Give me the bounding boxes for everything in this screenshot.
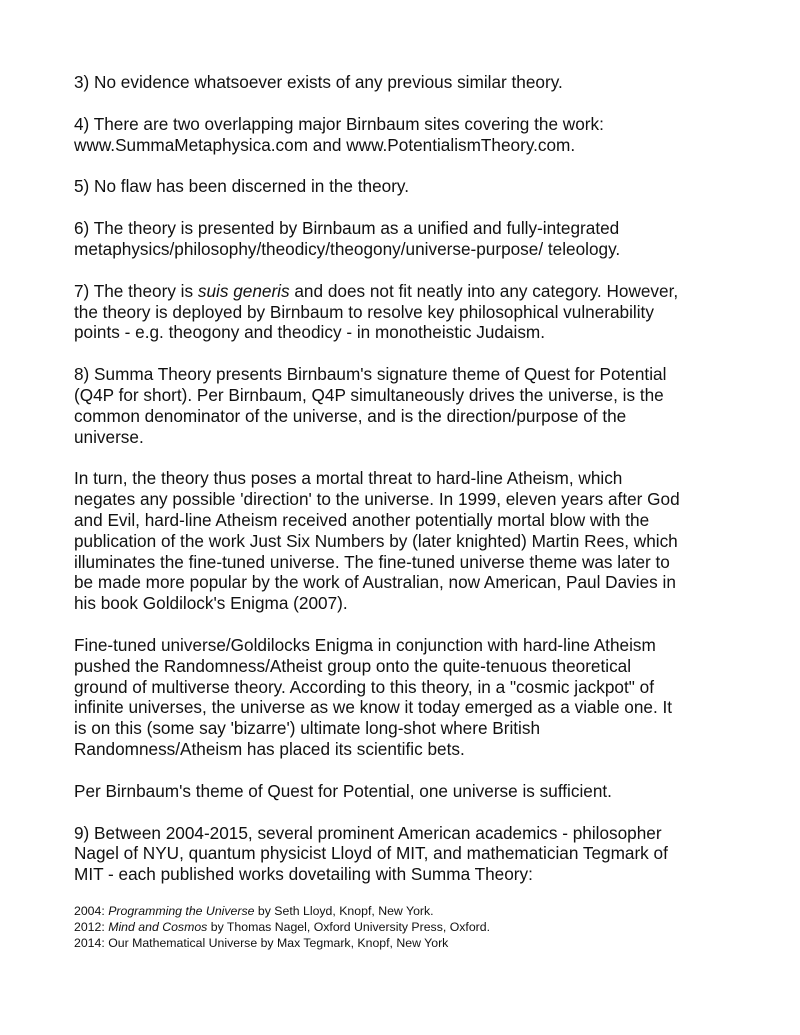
reference-item <box>74 919 734 935</box>
paragraph-8: 8) Summa Theory presents Birnbaum's signature theme of Quest for Potential (Q4P for short). Per Birnbaum, Q4P simultaneously drives the universe, is the common denominator of the universe, and is the direction/purpose of the universe. <box>74 364 667 447</box>
reference-title: Programming the Universe <box>108 903 255 918</box>
paragraph-4: 4) There are two overlapping major Birnbaum sites covering the work: www.SummaMetaphysica.com and www.PotentialismTheory.com. <box>74 113 604 155</box>
reference-year: 2004: <box>74 903 109 918</box>
paragraph-one-universe: Per Birnbaum's theme of Quest for Potential, one universe is sufficient. <box>74 780 612 801</box>
paragraph-5: 5) No flaw has been discerned in the theory. <box>74 176 410 197</box>
document-page <box>74 72 734 951</box>
paragraph-multiverse: Fine-tuned universe/Goldilocks Enigma in conjunction with hard-line Atheism pushed the Randomness/Atheist group onto the quite-tenuous theoretical ground of multiverse theory. According to this theory, in a "cosmic jackpot" of infinite universes, the universe as we know it today emerged as a viable one. It is on this (some say 'bizarre') ultimate long-shot where British Randomness/Atheism has placed its scientific bets. <box>74 634 673 759</box>
reference-list <box>74 903 734 951</box>
paragraph-7 <box>74 281 734 343</box>
paragraph-7-italic-term: suis generis <box>197 280 290 301</box>
paragraph-6: 6) The theory is presented by Birnbaum as a unified and fully-integrated metaphysics/philosophy/theodicy/theogony/universe-purpose/ teleology. <box>74 218 621 259</box>
reference-item <box>74 903 734 919</box>
paragraph-3: 3) No evidence whatsoever exists of any previous similar theory. <box>74 72 563 92</box>
paragraph-7-text-after: and does not fit neatly into any category. However, the theory is deployed by Birnbaum to resolve key philosophical vulnerability points - e.g. theogony and theodicy - in monotheistic Judaism. <box>74 280 679 343</box>
paragraph-9: 9) Between 2004-2015, several prominent American academics - philosopher Nagel of NYU, quantum physicist Lloyd of MIT, and mathematician Tegmark of MIT - each published works dovetailing with Summa Theory: <box>74 822 668 885</box>
reference-details: by Seth Lloyd, Knopf, New York. <box>254 903 434 918</box>
paragraph-atheism: In turn, the theory thus poses a mortal threat to hard-line Atheism, which negates any possible 'direction' to the universe. In 1999, eleven years after God and Evil, hard-line Atheism received another potentially mortal blow with the publication of the work Just Six Numbers by (later knighted) Martin Rees, which illuminates the fine-tuned universe. The fine-tuned universe theme was later to be made more popular by the work of Australian, now American, Paul Davies in his book Goldilock's Enigma (2007). <box>74 468 680 614</box>
reference-text: 2014: Our Mathematical Universe by Max Tegmark, Knopf, New York <box>74 935 449 950</box>
reference-year: 2012: <box>74 919 109 934</box>
paragraph-7-text-before: 7) The theory is <box>74 280 198 301</box>
reference-details: by Thomas Nagel, Oxford University Press, Oxford. <box>207 919 491 934</box>
reference-title: Mind and Cosmos <box>108 919 208 934</box>
reference-item <box>74 935 734 951</box>
